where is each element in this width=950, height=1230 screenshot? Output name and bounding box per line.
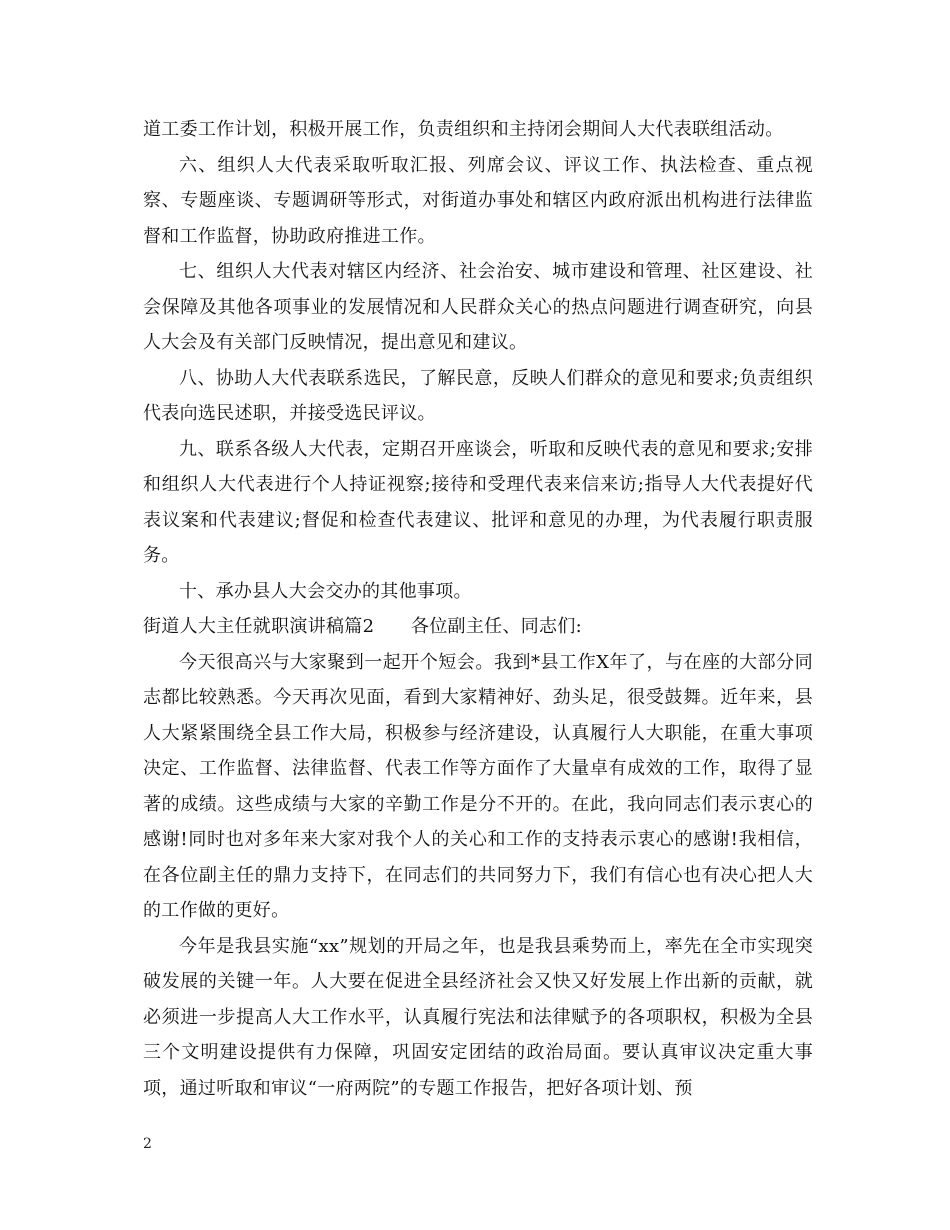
paragraph-speech-opening: 今天很高兴与大家聚到一起开个短会。我到*县工作X年了，与在座的大部分同志都比较熟悉。今天再次见面，看到大家精神好、劲头足，很受鼓舞。近年来，县人大紧紧围绕全县工作大局，积极参与经济建设，认真履行人大职能，在重大事项决定、工作监督、法律监督、代表工作等方面作了大量卓有成效的工作，取得了显著的成绩。这些成绩与大家的辛勤工作是分不开的。在此，我向同志们表示衷心的感谢!同时也对多年来大家对我个人的关心和工作的支持表示衷心的感谢!我相信，在各位副主任的鼎力支持下，在同志们的共同努力下，我们有信心也有决心把人大的工作做的更好。 — [143, 651, 813, 921]
page-number: 2 — [143, 1136, 152, 1152]
paragraph-speech-plan: 今年是我县实施“xx”规划的开局之年，也是我县乘势而上，率先在全市实现突破发展的关键一年。人大要在促进全县经济社会又快又好发展上作出新的贡献，就必须进一步提高人大工作水平，认真履行宪法和法律赋予的各项职权，积极为全县三个文明建设提供有力保障，巩固安定团结的政治局面。要认真审议决定重大事项，通过听取和审议“一府两院”的专题工作报告，把好各项计划、预 — [143, 935, 813, 1099]
paragraph-item-seven: 七、组织人大代表对辖区内经济、社会治安、城市建设和管理、社区建设、社会保障及其他各项事业的发展情况和人民群众关心的热点问题进行调查研究，向县人大会及有关部门反映情况，提出意见和建议。 — [143, 261, 813, 353]
paragraph-item-ten: 十、承办县人大会交办的其他事项。 — [179, 580, 472, 602]
document-body — [143, 112, 813, 1106]
paragraph-continuation: 道工委工作计划，积极开展工作，负责组织和主持闭会期间人大代表联组活动。 — [143, 119, 784, 140]
paragraph-item-nine: 九、联系各级人大代表，定期召开座谈会，听取和反映代表的意见和要求;安排和组织人大代表进行个人持证视察;接待和受理代表来信来访;指导人大代表提好代表议案和代表建议;督促和检查代表建议、批评和意见的办理，为代表履行职责服务。 — [143, 438, 813, 566]
paragraph-item-eight: 八、协助人大代表联系选民，了解民意，反映人们群众的意见和要求;负责组织代表向选民述职，并接受选民评议。 — [143, 367, 813, 424]
section-heading-line: 街道人大主任就职演讲稿篇2 各位副主任、同志们: — [143, 616, 583, 637]
paragraph-item-six: 六、组织人大代表采取听取汇报、列席会议、评议工作、执法检查、重点视察、专题座谈、专题调研等形式，对街道办事处和辖区内政府派出机构进行法律监督和工作监督，协助政府推进工作。 — [143, 154, 813, 247]
